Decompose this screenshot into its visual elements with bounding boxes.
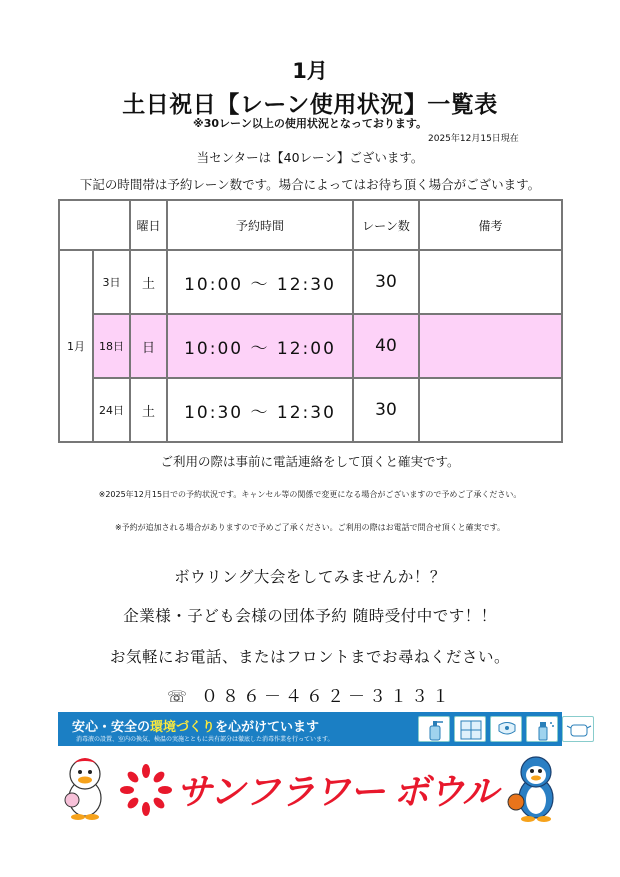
status-note: ※2025年12月15日での予約状況です。キャンセル等の関係で変更になる場合がございますので予めご了承ください。 [98, 490, 522, 499]
page-month-title: 1月 [292, 59, 328, 83]
table-row [59, 250, 562, 314]
day-cell: 24日 [93, 378, 130, 442]
lanes-note: ※30レーン以上の使用状況となっております。 [193, 117, 427, 130]
safety-title-part-1: 安心・安全の [72, 720, 151, 735]
safety-banner-subtext: 消毒液の設置、室内の換気、検温の実施とともに共有部分は徹底した消毒作業を行っています。 [76, 736, 334, 743]
weekday-cell: 日 [130, 314, 167, 378]
spray-icon [526, 716, 558, 742]
header-weekday: 曜日 [130, 200, 167, 250]
confirm-note: ご利用の際は事前に電話連絡をして頂くと確実です。 [160, 454, 460, 469]
table-row [59, 314, 562, 378]
brand-logo-text: サンフラワー ボウル [176, 771, 498, 812]
as-of-date: 2025年12月15日現在 [428, 134, 519, 144]
safety-banner-title [72, 716, 319, 735]
header-time: 予約時間 [167, 200, 353, 250]
phone-row [0, 682, 620, 707]
lanes-cell: 30 [353, 250, 419, 314]
time-cell: 10:00 ～ 12:00 [167, 314, 353, 378]
remarks-cell [419, 378, 562, 442]
remarks-cell [419, 250, 562, 314]
safety-title-part-3: を心がけています [215, 720, 320, 735]
lane-usage-table [58, 199, 563, 443]
thermometer-icon [490, 716, 522, 742]
duck-mascot-left-icon [62, 754, 108, 820]
weekday-cell: 土 [130, 250, 167, 314]
safety-title-part-2: 環境づくり [150, 720, 216, 735]
promo-line-2: 企業様・子ども会様の団体予約 随時受付中です！！ [123, 607, 497, 625]
phone-icon: ☏ [166, 687, 187, 706]
time-cell: 10:30 ～ 12:30 [167, 378, 353, 442]
time-cell: 10:00 ～ 12:30 [167, 250, 353, 314]
table-header-row [59, 200, 562, 250]
reserve-note: 下記の時間帯は予約レーン数です。場合によってはお待ち頂く場合がございます。 [79, 177, 541, 192]
header-remarks: 備考 [419, 200, 562, 250]
added-note: ※予約が追加される場合がありますので予めご了承ください。ご利用の際はお電話で問合せ頂くと確実です。 [114, 523, 506, 532]
ventilation-icon [454, 716, 486, 742]
center-lanes-text: 当センターは【40レーン】ございます。 [196, 150, 424, 165]
page-title: 土日祝日【レーン使用状況】一覧表 [122, 92, 498, 118]
remarks-cell [419, 314, 562, 378]
header-blank [59, 200, 130, 250]
promo-line-1: ボウリング大会をしてみませんか！？ [174, 568, 446, 586]
safety-icons [418, 716, 594, 742]
logo-area [58, 752, 562, 827]
day-cell: 18日 [93, 314, 130, 378]
table-row [59, 378, 562, 442]
day-cell: 3日 [93, 250, 130, 314]
phone-number[interactable]: ０８６－４６２－３１３１ [201, 687, 453, 707]
penguin-mascot-right-icon [506, 752, 560, 822]
lanes-cell: 30 [353, 378, 419, 442]
mask-icon [562, 716, 594, 742]
lanes-cell: 40 [353, 314, 419, 378]
weekday-cell: 土 [130, 378, 167, 442]
header-lanes: レーン数 [353, 200, 419, 250]
sanitizer-icon [418, 716, 450, 742]
promo-line-3: お気軽にお電話、またはフロントまでお尋ねください。 [109, 648, 510, 666]
safety-banner [58, 712, 562, 746]
month-cell: 1月 [59, 250, 93, 442]
sunflower-logo-icon [120, 764, 172, 816]
